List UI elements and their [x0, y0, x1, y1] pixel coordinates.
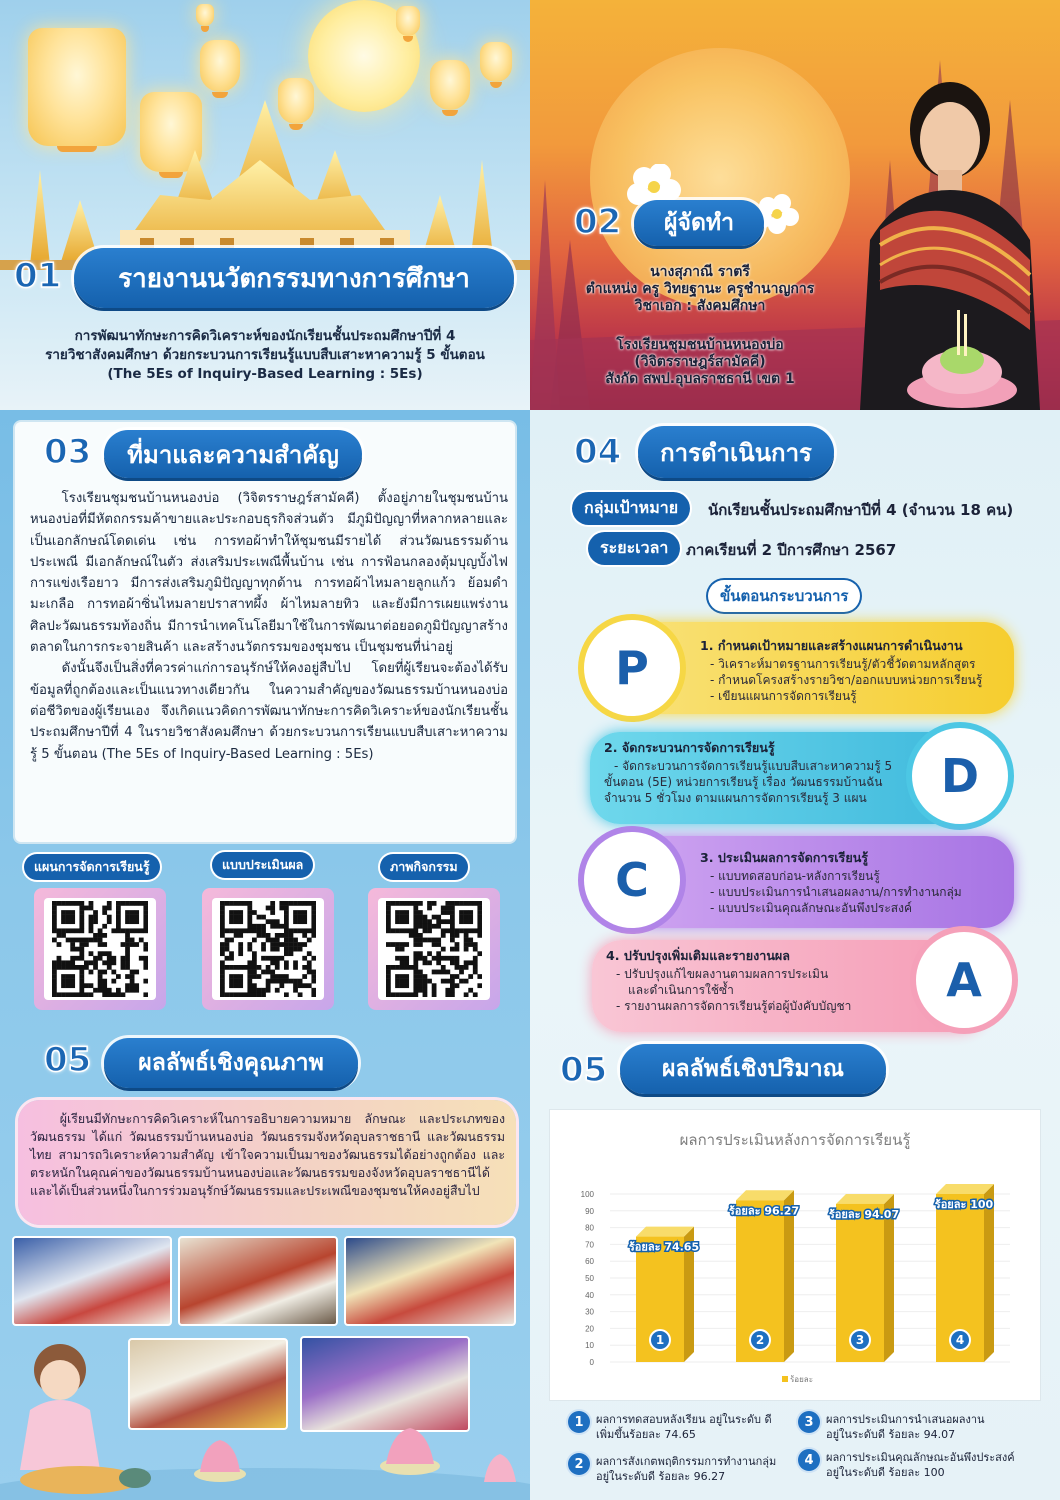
bar-top	[836, 1194, 894, 1204]
y-tick-label: 10	[585, 1341, 594, 1351]
author-major: วิชาเอก : สังคมศึกษา	[634, 298, 766, 314]
chart-plot-area	[550, 1110, 1040, 1400]
header-banner-section	[0, 0, 530, 410]
section-title: ผู้จัดทำ	[634, 200, 764, 246]
innovation-subtitle	[10, 327, 520, 384]
author-section	[530, 0, 1060, 410]
legend-text: อยู่ในระดับดี ร้อยละ 94.07	[826, 1428, 956, 1441]
step-line: และดำเนินการใช้ซ้ำ	[628, 983, 734, 997]
activity-photo	[12, 1236, 172, 1326]
legend-text: ผลการสังเกตพฤติกรรมการทำงานกลุ่ม	[596, 1455, 777, 1468]
section-number: 03	[44, 432, 92, 472]
subtitle-line: รายวิชาสังคมศึกษา ด้วยกระบวนการเรียนรู้แบบสืบเสาะหาความรู้ 5 ขั้นตอน	[45, 347, 485, 363]
legend-text: อยู่ในระดับดี ร้อยละ 96.27	[596, 1470, 726, 1483]
step-title: 4. ปรับปรุงเพิ่มเติมและรายงานผล	[606, 948, 791, 963]
y-tick-label: 90	[585, 1206, 594, 1216]
legend-number: 4	[798, 1449, 820, 1471]
lantern-decoration	[196, 4, 214, 26]
qr-label-lesson-plan: แผนการจัดการเรียนรู้	[24, 854, 160, 880]
y-tick-label: 50	[585, 1274, 594, 1283]
activity-photo	[178, 1236, 338, 1326]
spacer	[530, 315, 870, 337]
y-tick-label: 0	[589, 1358, 594, 1367]
step-line: - แบบประเมินการนำเสนอผลงาน/การทำงานกลุ่ม	[710, 885, 962, 899]
step-line: จำนวน 5 ชั่วโมง ตามแผนการจัดการเรียนรู้ 3 แผน	[604, 791, 867, 805]
author-position: ตำแหน่ง ครู วิทยฐานะ ครูชำนาญการ	[585, 281, 815, 297]
y-tick-label: 70	[585, 1240, 594, 1250]
author-name: นางสุภาณี ราตรี	[650, 264, 750, 280]
lantern-decoration	[396, 6, 420, 36]
legend-item	[826, 1412, 985, 1442]
section-number: 04	[574, 432, 622, 472]
section-title: การดำเนินการ	[638, 426, 834, 478]
y-tick-label: 30	[585, 1307, 594, 1317]
temple-illustration	[0, 100, 530, 270]
step-title: 1. กำหนดเป้าหมายและสร้างแผนการดำเนินงาน	[700, 638, 963, 653]
author-info	[530, 264, 870, 388]
qr-label-evaluation: แบบประเมินผล	[212, 852, 313, 878]
step-line: - แบบประเมินคุณลักษณะอันพึงประสงค์	[710, 901, 913, 915]
background-text	[30, 488, 508, 765]
school-affiliation: สังกัด สพป.อุบลราชธานี เขต 1	[605, 371, 795, 387]
section-title: ที่มาและความสำคัญ	[104, 430, 362, 478]
legend-item	[596, 1412, 772, 1442]
period-value: ภาคเรียนที่ 2 ปีการศึกษา 2567	[686, 541, 897, 559]
step-line: - วิเคราะห์มาตรฐานการเรียนรู้/ตัวชี้วัดตามหลักสูตร	[710, 657, 976, 671]
target-group-value: นักเรียนชั้นประถมศึกษาปีที่ 4 (จำนวน 18 คน)	[708, 501, 1014, 519]
legend-text: อยู่ในระดับดี ร้อยละ 100	[826, 1466, 945, 1479]
legend-item	[596, 1454, 776, 1484]
step-line: - รายงานผลการจัดการเรียนรู้ต่อผู้บังคับบัญชา	[616, 999, 852, 1013]
step-line: - เขียนแผนการจัดการเรียนรู้	[710, 689, 857, 703]
step-letter-d: D	[912, 728, 1008, 824]
legend-swatch	[782, 1376, 788, 1382]
step-title: 2. จัดกระบวนการจัดการเรียนรู้	[604, 740, 775, 755]
x-tick-label: 1	[655, 1333, 665, 1347]
background-section	[0, 410, 530, 1500]
legend-text: ผลการประเมินการนำเสนอผลงาน	[826, 1413, 985, 1426]
x-tick-label: 2	[755, 1333, 765, 1347]
section-title: ผลลัพธ์เชิงปริมาณ	[620, 1044, 886, 1094]
bar-top	[736, 1190, 794, 1200]
y-tick-label: 60	[585, 1257, 594, 1267]
period-label: ระยะเวลา	[588, 532, 680, 565]
step-letter-p: P	[584, 620, 680, 716]
legend-number: 1	[568, 1411, 590, 1433]
krathong-decoration	[902, 310, 1022, 410]
legend-item	[826, 1450, 1015, 1480]
bar-top	[936, 1184, 994, 1194]
lantern-decoration	[480, 42, 512, 82]
step-title: 3. ประเมินผลการจัดการเรียนรู้	[700, 850, 869, 865]
chart-title: ผลการประเมินหลังการจัดการเรียนรู้	[679, 1131, 911, 1149]
y-tick-label: 20	[585, 1324, 594, 1334]
school-name: โรงเรียนชุมชนบ้านหนองบ่อ	[616, 337, 784, 353]
legend-number: 3	[798, 1411, 820, 1433]
activity-photo	[344, 1236, 516, 1326]
qr-code-activities[interactable]	[368, 888, 500, 1010]
step-line: - กำหนดโครงสร้างรายวิชา/ออกแบบหน่วยการเรียนรู้	[710, 673, 983, 687]
results-chart	[550, 1110, 1040, 1400]
lantern-decoration	[200, 40, 240, 92]
data-label: ร้อยละ 100	[934, 1198, 994, 1211]
step-line: ขั้นตอน (5E) หน่วยการเรียนรู้ เรื่อง วัฒนธรรมบ้านฉัน	[604, 775, 883, 789]
process-title: ขั้นตอนกระบวนการ	[708, 580, 860, 612]
girl-and-lotus-decoration	[0, 1330, 530, 1500]
legend-text: ผลการประเมินคุณลักษณะอันพึงประสงค์	[826, 1451, 1015, 1464]
school-name-alt: (วิจิตรราษฎร์สามัคคี)	[634, 354, 766, 370]
target-group-label: กลุ่มเป้าหมาย	[572, 492, 690, 525]
section-number: 05	[560, 1050, 608, 1090]
qr-code-icon	[386, 901, 482, 997]
qr-code-lesson-plan[interactable]	[34, 888, 166, 1010]
legend-label: ร้อยละ	[790, 1375, 813, 1384]
implementation-section	[530, 410, 1060, 1500]
legend-number: 2	[568, 1453, 590, 1475]
qualitative-result-text: ผู้เรียนมีทักษะการคิดวิเคราะห์ในการอธิบายความหมาย ลักษณะ และประเภทของวัฒนธรรม ได้แก่ วัฒนธรรมบ้านหนองบ่อ วัฒนธรรมจังหวัดอุบลราชธานี และวัฒนธรรมไทย สามารถวิเคราะห์ความสำคัญ เข้าใจความเป็นมาของวัฒนธรรมได้อย่างถูกต้อง และตระหนักในคุณค่าของวัฒนธรรมบ้านหนองบ่อและวัฒนธรรมของจังหวัดอุบลราชธานีได้ และได้เป็นส่วนหนึ่งในการร่วมอนุรักษ์วัฒนธรรมและประเพณีของชุมชนให้คงอยู่สืบไป	[30, 1111, 505, 1198]
legend-text: ผลการทดสอบหลังเรียน อยู่ในระดับ ดี	[596, 1413, 772, 1426]
section-number: 02	[574, 202, 622, 242]
qr-code-evaluation[interactable]	[202, 888, 334, 1010]
qr-code-icon	[52, 901, 148, 997]
x-tick-label: 3	[855, 1333, 865, 1347]
data-label: ร้อยละ 74.65	[628, 1240, 700, 1254]
subtitle-line: การพัฒนาทักษะการคิดวิเคราะห์ของนักเรียนชั้นประถมศึกษาปีที่ 4	[74, 328, 456, 344]
legend-text: เพิ่มขึ้นร้อยละ 74.65	[596, 1428, 696, 1441]
section-title: ผลลัพธ์เชิงคุณภาพ	[104, 1038, 358, 1088]
y-tick-label: 80	[585, 1223, 594, 1233]
y-tick-label: 100	[580, 1190, 594, 1199]
y-tick-label: 40	[585, 1290, 594, 1300]
background-paragraph: ดังนั้นจึงเป็นสิ่งที่ควรค่าแก่การอนุรักษ์ให้คงอยู่สืบไป โดยที่ผู้เรียนจะต้องได้รับข้อมูลที่ถูกต้องและเป็นแนวทางเดียวกัน ในความสำคัญของวัฒนธรรมบ้านหนองบ่อต่อชีวิตของผู้เรียนเอง จึงเกิดแนวคิดการพัฒนาทักษะการคิดวิเคราะห์ของนักเรียนชั้นประถมศึกษาปีที่ 4 ในรายวิชาสังคมศึกษา ด้วยกระบวนการเรียนแบบสืบเสาะหาความรู้ 5 ขั้นตอน (The 5Es of Inquiry-Based Learning : 5Es)	[30, 661, 508, 762]
section-title: รายงานนวัตกรรมทางการศึกษา	[74, 248, 514, 308]
step-line: - แบบทดสอบก่อน-หลังการเรียนรู้	[710, 869, 880, 883]
data-label: ร้อยละ 96.27	[728, 1204, 800, 1218]
x-tick-label: 4	[955, 1333, 965, 1347]
qr-label-activities: ภาพกิจกรรม	[380, 854, 468, 880]
background-paragraph: โรงเรียนชุมชนบ้านหนองบ่อ (วิจิตรราษฎร์สามัคคี) ตั้งอยู่ภายในชุมชนบ้านหนองบ่อที่มีหัตถกรรมค้าขายและประกอบธุรกิจส่วนตัว มีภูมิปัญญาที่หลากหลายและเป็นเอกลักษณ์โดดเด่น เช่น การทอผ้าทำให้ชุมชนมีรายได้ ส่วนวัฒนธรรมด้านประเพณี มีเอกลักษณ์ในตัว ส่งเสริมประเพณีพื้นบ้าน เช่น การฟ้อนกลองตุ้มบุญบั้งไฟ การแข่งเรือยาว มีการส่งเสริมภูมิปัญญาทุกด้าน การทอผ้าไหมลายลูกแก้ว ย้อมดำมะเกลือ การทอผ้าซิ่นไหมลายปราสาทผึ้ง ผ้าไหมลายทิว และยังมีการเผยแพร่งานศิลปะวัฒนธรรมท้องถิ่น มีการนำเทคโนโลยีมาใช้ในการพัฒนาต่อยอดภูมิปัญญาสร้างตลาดในการกระจายสินค้า และสร้างนวัตกรรมของชุมชน เป็นชุมชนที่น่าอยู่	[30, 491, 508, 656]
subtitle-line: (The 5Es of Inquiry-Based Learning : 5Es)	[107, 366, 423, 382]
step-line: - ปรับปรุงแก้ไขผลงานตามผลการประเมิน	[616, 967, 829, 981]
data-label: ร้อยละ 94.07	[828, 1207, 900, 1221]
step-letter-c: C	[584, 832, 680, 928]
bar-top	[636, 1227, 694, 1237]
section-number: 01	[14, 256, 62, 296]
step-line: - จัดกระบวนการจัดการเรียนรู้แบบสืบเสาะหาความรู้ 5	[614, 759, 893, 773]
step-letter-a: A	[916, 932, 1012, 1028]
qr-code-icon	[220, 901, 316, 997]
section-number: 05	[44, 1040, 92, 1080]
